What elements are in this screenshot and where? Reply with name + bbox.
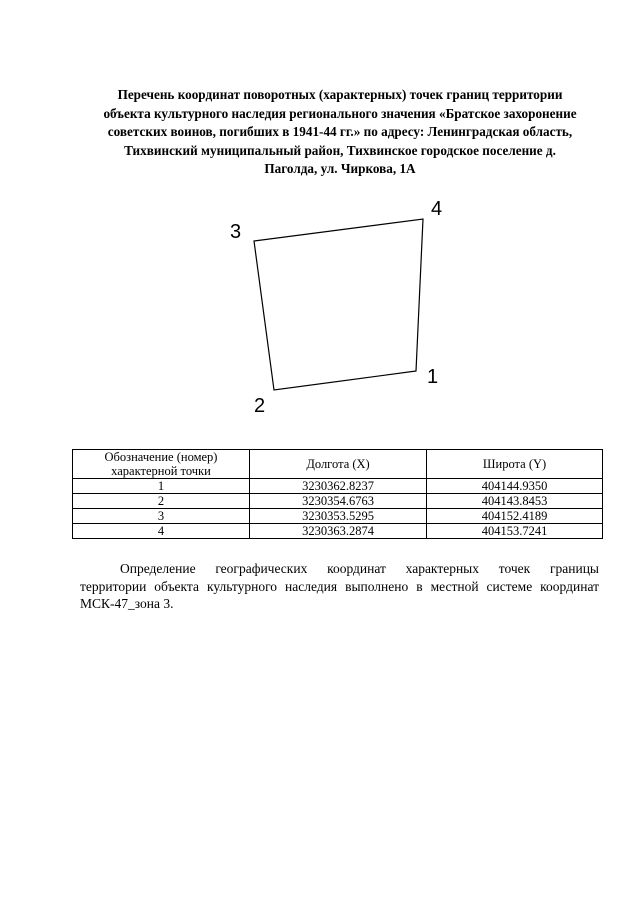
cell-y: 404143.8453 [427, 494, 603, 509]
header-point-line-1: Обозначение (номер) [104, 450, 218, 464]
point-label-2: 2 [254, 395, 266, 417]
title-line-4: Тихвинский муниципальный район, Тихвинское городское поселение д. [124, 142, 556, 158]
coordinates-table [72, 449, 603, 539]
note-line-3: МСК-47_зона 3. [80, 596, 174, 611]
title-line-2: объекта культурного наследия регионального значения «Братское захоронение [103, 105, 577, 121]
cell-x: 3230354.6763 [249, 494, 426, 509]
title-line-5: Паголда, ул. Чиркова, 1А [264, 161, 416, 176]
cell-y: 404144.9350 [427, 479, 603, 494]
cell-x: 3230363.2874 [249, 524, 426, 539]
point-label-4: 4 [431, 198, 443, 220]
cell-y: 404152.4189 [427, 509, 603, 524]
header-point-line-2: характерной точки [111, 464, 211, 478]
note-line-1: Определение географических координат характерных точек границы [120, 561, 599, 576]
point-label-1: 1 [427, 366, 439, 388]
cell-point: 1 [73, 479, 250, 494]
title-line-1: Перечень координат поворотных (характерных) точек границ территории [117, 87, 563, 102]
header-x: Долгота (X) [249, 450, 426, 479]
table-row [73, 509, 603, 524]
title-line-3: советских воинов, погибших в 1941-44 гг.» по адресу: Ленинградская область, [107, 124, 573, 139]
cell-x: 3230353.5295 [249, 509, 426, 524]
table-row [73, 479, 603, 494]
point-label-3: 3 [230, 221, 242, 243]
table-row [73, 524, 603, 539]
note-line-2: территории объекта культурного наследия выполнено в местной системе координат [80, 578, 599, 594]
header-point [73, 450, 250, 479]
header-y: Широта (Y) [427, 450, 603, 479]
table-row [73, 494, 603, 509]
document-title [70, 86, 610, 179]
boundary-polygon [254, 219, 423, 390]
cell-point: 2 [73, 494, 250, 509]
table-header-row [73, 450, 603, 479]
cell-y: 404153.7241 [427, 524, 603, 539]
cell-point: 3 [73, 509, 250, 524]
coordinate-system-note [80, 560, 599, 613]
cell-x: 3230362.8237 [249, 479, 426, 494]
cell-point: 4 [73, 524, 250, 539]
